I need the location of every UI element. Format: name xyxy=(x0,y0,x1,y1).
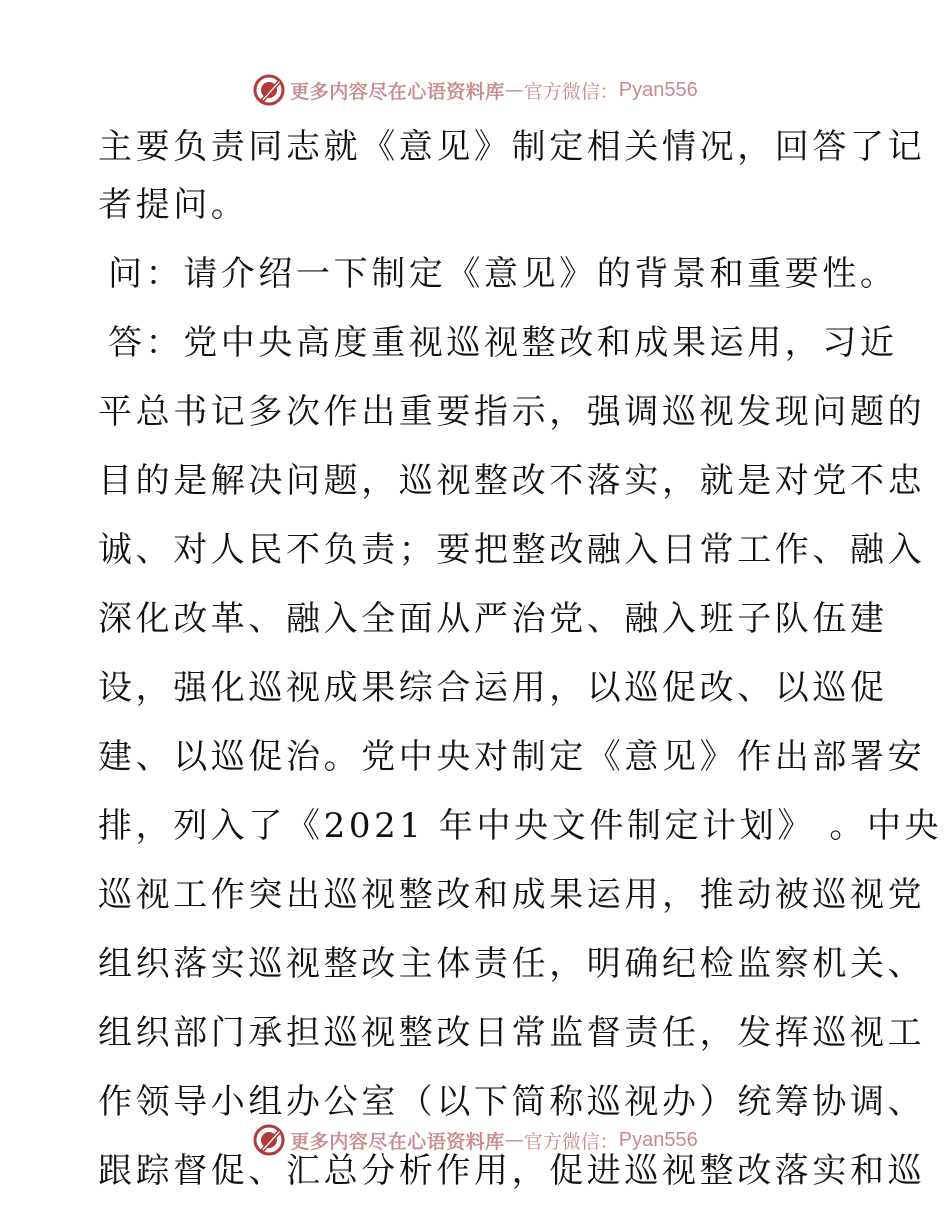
header-banner xyxy=(0,70,950,110)
answer-line-9: 巡视工作突出巡视整改和成果运用，推动被巡视党 xyxy=(98,875,926,915)
answer-line-1: 答：党中央高度重视巡视整改和成果运用，习近 xyxy=(108,323,898,363)
answer-line-5: 深化改革、融入全面从严治党、融入班子队伍建 xyxy=(98,599,888,639)
answer-line-4: 诚、对人民不负责；要把整改融入日常工作、融入 xyxy=(98,530,926,570)
answer-line-7: 建、以巡促治。党中央对制定《意见》作出部署安 xyxy=(98,737,926,777)
answer-line-2: 平总书记多次作出重要指示，强调巡视发现问题的 xyxy=(98,392,926,432)
footer-banner xyxy=(0,1120,950,1160)
header-banner-wechat-id: Pyan556 xyxy=(618,78,698,101)
pen-logo-icon xyxy=(252,73,286,107)
pen-logo-icon xyxy=(252,1123,286,1157)
header-banner-dash: — xyxy=(504,79,524,101)
answer-line-12: 作领导小组办公室（以下简称巡视办）统筹协调、 xyxy=(98,1082,926,1122)
footer-banner-text: 更多内容尽在心语资料库 xyxy=(290,1130,505,1153)
footer-banner-wechat-label: 官方微信： xyxy=(523,1130,619,1153)
answer-line-13: 跟踪督促、汇总分析作用，促进巡视整改落实和巡 xyxy=(98,1151,926,1191)
answer-line-6: 设，强化巡视成果综合运用，以巡促改、以巡促 xyxy=(98,668,888,708)
body-line-2: 者提问。 xyxy=(98,185,249,225)
question-line: 问：请介绍一下制定《意见》的背景和重要性。 xyxy=(108,254,898,294)
document-body xyxy=(98,118,943,1200)
answer-line-3: 目的是解决问题，巡视整改不落实，就是对党不忠 xyxy=(98,461,926,501)
footer-banner-wechat-id: Pyan556 xyxy=(618,1128,698,1151)
answer-line-8: 排，列入了《2021 年中央文件制定计划》 。中央 xyxy=(98,806,943,846)
header-banner-wechat-label: 官方微信： xyxy=(523,80,619,103)
footer-banner-dash: — xyxy=(504,1129,524,1151)
answer-line-11: 组织部门承担巡视整改日常监督责任，发挥巡视工 xyxy=(98,1013,926,1053)
header-banner-text: 更多内容尽在心语资料库 xyxy=(290,80,505,103)
body-line-1: 主要负责同志就《意见》制定相关情况，回答了记 xyxy=(98,127,926,167)
answer-line-10: 组织落实巡视整改主体责任，明确纪检监察机关、 xyxy=(98,944,926,984)
